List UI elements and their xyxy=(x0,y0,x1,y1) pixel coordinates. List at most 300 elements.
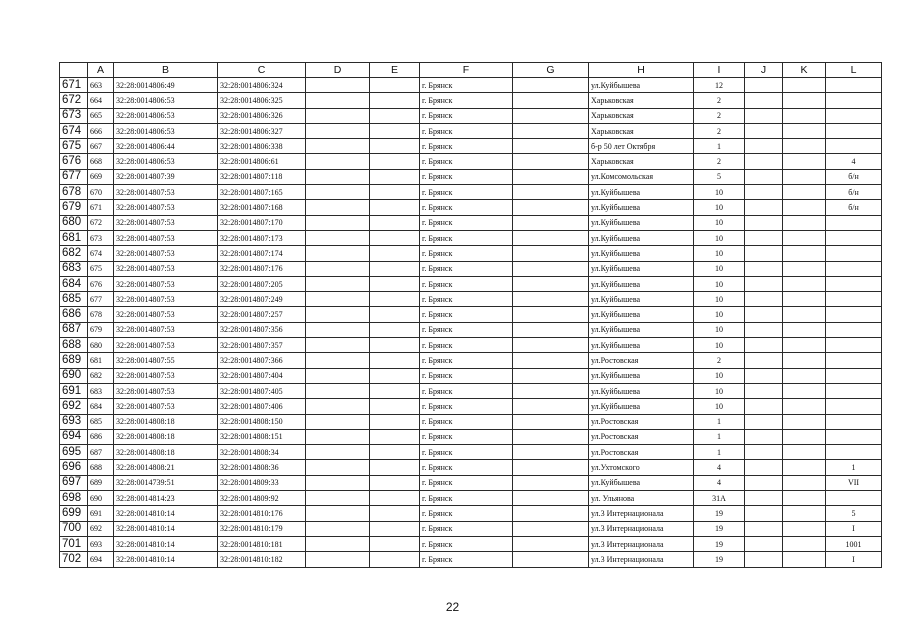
cell-k xyxy=(783,460,826,475)
cell-i: 10 xyxy=(694,292,745,307)
cell-i: 10 xyxy=(694,322,745,337)
cell-c: 32:28:0014807:356 xyxy=(218,322,306,337)
cell-g xyxy=(513,108,589,123)
cell-g xyxy=(513,460,589,475)
cell-k xyxy=(783,93,826,108)
cell-h: Харьковская xyxy=(589,154,694,169)
cell-h: ул.Куйбышева xyxy=(589,185,694,200)
cell-a: 676 xyxy=(88,276,114,291)
cell-e xyxy=(370,429,420,444)
cell-i: 10 xyxy=(694,399,745,414)
cell-g xyxy=(513,322,589,337)
cell-f: г. Брянск xyxy=(420,139,513,154)
cell-h: ул.Куйбышева xyxy=(589,368,694,383)
cell-i: 19 xyxy=(694,506,745,521)
cell-k xyxy=(783,123,826,138)
cell-e xyxy=(370,292,420,307)
cell-i: 12 xyxy=(694,78,745,93)
cell-f: г. Брянск xyxy=(420,429,513,444)
cell-k xyxy=(783,246,826,261)
cell-k xyxy=(783,521,826,536)
row-number-cell: 700 xyxy=(60,521,88,536)
row-number-cell: 682 xyxy=(60,246,88,261)
table-row xyxy=(60,368,882,383)
cell-a: 671 xyxy=(88,200,114,215)
cell-f: г. Брянск xyxy=(420,506,513,521)
cell-l xyxy=(826,93,882,108)
row-number-cell: 673 xyxy=(60,108,88,123)
cell-k xyxy=(783,108,826,123)
row-number-cell: 679 xyxy=(60,200,88,215)
cell-k xyxy=(783,414,826,429)
cell-b: 32:28:0014807:53 xyxy=(114,322,218,337)
row-number-cell: 698 xyxy=(60,491,88,506)
table-row xyxy=(60,429,882,444)
cell-a: 665 xyxy=(88,108,114,123)
cell-e xyxy=(370,93,420,108)
table-row xyxy=(60,108,882,123)
row-number-cell: 675 xyxy=(60,139,88,154)
cell-c: 32:28:0014807:165 xyxy=(218,185,306,200)
cell-g xyxy=(513,93,589,108)
cell-k xyxy=(783,185,826,200)
cell-f: г. Брянск xyxy=(420,475,513,490)
cell-k xyxy=(783,307,826,322)
column-header-c: C xyxy=(218,63,306,78)
cell-c: 32:28:0014806:61 xyxy=(218,154,306,169)
cell-c: 32:28:0014807:118 xyxy=(218,169,306,184)
cell-g xyxy=(513,383,589,398)
cell-e xyxy=(370,215,420,230)
cell-d xyxy=(306,200,370,215)
row-number-cell: 695 xyxy=(60,445,88,460)
cell-h: ул.3 Интернационала xyxy=(589,536,694,551)
cell-d xyxy=(306,215,370,230)
cell-f: г. Брянск xyxy=(420,368,513,383)
table-row xyxy=(60,506,882,521)
cell-b: 32:28:0014808:18 xyxy=(114,429,218,444)
cell-h: ул.Куйбышева xyxy=(589,475,694,490)
row-number-cell: 683 xyxy=(60,261,88,276)
cell-d xyxy=(306,506,370,521)
cell-b: 32:28:0014808:18 xyxy=(114,414,218,429)
row-number-cell: 676 xyxy=(60,154,88,169)
cell-k xyxy=(783,261,826,276)
cell-f: г. Брянск xyxy=(420,460,513,475)
cell-l: б/н xyxy=(826,169,882,184)
cell-h: ул.Куйбышева xyxy=(589,399,694,414)
column-header-j: J xyxy=(745,63,783,78)
cell-l xyxy=(826,246,882,261)
cell-a: 669 xyxy=(88,169,114,184)
row-number-cell: 696 xyxy=(60,460,88,475)
cell-g xyxy=(513,399,589,414)
corner-cell xyxy=(60,63,88,78)
table-row xyxy=(60,414,882,429)
row-number-cell: 671 xyxy=(60,78,88,93)
cell-c: 32:28:0014808:150 xyxy=(218,414,306,429)
cell-k xyxy=(783,154,826,169)
cell-h: ул.Ростовская xyxy=(589,353,694,368)
table-row xyxy=(60,521,882,536)
cell-b: 32:28:0014806:53 xyxy=(114,123,218,138)
cell-c: 32:28:0014807:173 xyxy=(218,230,306,245)
cell-f: г. Брянск xyxy=(420,353,513,368)
cell-e xyxy=(370,276,420,291)
row-number-cell: 678 xyxy=(60,185,88,200)
cell-j xyxy=(745,292,783,307)
cell-h: ул.Куйбышева xyxy=(589,246,694,261)
column-header-l: L xyxy=(826,63,882,78)
cell-h: Харьковская xyxy=(589,123,694,138)
cell-e xyxy=(370,108,420,123)
cell-j xyxy=(745,368,783,383)
cell-e xyxy=(370,200,420,215)
cell-e xyxy=(370,383,420,398)
cell-b: 32:28:0014807:53 xyxy=(114,246,218,261)
row-number-cell: 701 xyxy=(60,536,88,551)
cell-l: 1001 xyxy=(826,536,882,551)
cell-g xyxy=(513,200,589,215)
cell-d xyxy=(306,399,370,414)
cell-b: 32:28:0014810:14 xyxy=(114,536,218,551)
cell-k xyxy=(783,399,826,414)
table-row xyxy=(60,399,882,414)
cell-h: Харьковская xyxy=(589,108,694,123)
cell-c: 32:28:0014807:249 xyxy=(218,292,306,307)
cell-f: г. Брянск xyxy=(420,292,513,307)
cell-h: ул.Куйбышева xyxy=(589,322,694,337)
cell-b: 32:28:0014810:14 xyxy=(114,552,218,567)
cell-b: 32:28:0014810:14 xyxy=(114,521,218,536)
cell-d xyxy=(306,169,370,184)
cell-h: ул.Куйбышева xyxy=(589,230,694,245)
cell-a: 684 xyxy=(88,399,114,414)
cell-j xyxy=(745,536,783,551)
cell-g xyxy=(513,552,589,567)
cell-f: г. Брянск xyxy=(420,414,513,429)
cell-f: г. Брянск xyxy=(420,108,513,123)
cell-h: ул.Куйбышева xyxy=(589,261,694,276)
column-header-b: B xyxy=(114,63,218,78)
cell-a: 667 xyxy=(88,139,114,154)
cell-b: 32:28:0014808:21 xyxy=(114,460,218,475)
cell-i: 4 xyxy=(694,475,745,490)
cell-d xyxy=(306,383,370,398)
cell-f: г. Брянск xyxy=(420,338,513,353)
cell-f: г. Брянск xyxy=(420,383,513,398)
cell-j xyxy=(745,185,783,200)
cell-c: 32:28:0014810:179 xyxy=(218,521,306,536)
cell-c: 32:28:0014807:404 xyxy=(218,368,306,383)
table-row xyxy=(60,246,882,261)
column-header-a: A xyxy=(88,63,114,78)
cell-a: 688 xyxy=(88,460,114,475)
cell-h: б-р 50 лет Октября xyxy=(589,139,694,154)
cell-h: ул.Комсомольская xyxy=(589,169,694,184)
cell-a: 678 xyxy=(88,307,114,322)
cell-g xyxy=(513,307,589,322)
cell-e xyxy=(370,552,420,567)
cell-h: ул.Куйбышева xyxy=(589,78,694,93)
cell-j xyxy=(745,322,783,337)
cell-f: г. Брянск xyxy=(420,78,513,93)
cell-k xyxy=(783,322,826,337)
cell-i: 10 xyxy=(694,230,745,245)
row-number-cell: 681 xyxy=(60,230,88,245)
cell-c: 32:28:0014807:257 xyxy=(218,307,306,322)
cell-h: ул.Ухтомского xyxy=(589,460,694,475)
cell-b: 32:28:0014806:49 xyxy=(114,78,218,93)
cell-k xyxy=(783,169,826,184)
cell-h: ул.Куйбышева xyxy=(589,307,694,322)
cell-k xyxy=(783,383,826,398)
table-row xyxy=(60,93,882,108)
cell-g xyxy=(513,521,589,536)
cell-a: 685 xyxy=(88,414,114,429)
cell-j xyxy=(745,460,783,475)
cell-g xyxy=(513,276,589,291)
cell-l xyxy=(826,215,882,230)
row-number-cell: 702 xyxy=(60,552,88,567)
cell-c: 32:28:0014808:151 xyxy=(218,429,306,444)
row-number-cell: 687 xyxy=(60,322,88,337)
cell-d xyxy=(306,78,370,93)
cell-d xyxy=(306,475,370,490)
cell-f: г. Брянск xyxy=(420,307,513,322)
column-header-f: F xyxy=(420,63,513,78)
cell-h: ул. Ульянова xyxy=(589,491,694,506)
cell-g xyxy=(513,78,589,93)
cell-h: ул.Куйбышева xyxy=(589,338,694,353)
cell-i: 5 xyxy=(694,169,745,184)
cell-d xyxy=(306,368,370,383)
cell-d xyxy=(306,322,370,337)
cell-e xyxy=(370,123,420,138)
cell-g xyxy=(513,338,589,353)
cell-e xyxy=(370,307,420,322)
cell-i: 1 xyxy=(694,445,745,460)
cell-h: ул.Куйбышева xyxy=(589,276,694,291)
cell-a: 668 xyxy=(88,154,114,169)
table-row xyxy=(60,292,882,307)
cell-k xyxy=(783,368,826,383)
cell-b: 32:28:0014807:53 xyxy=(114,230,218,245)
row-number-cell: 688 xyxy=(60,338,88,353)
table-row xyxy=(60,353,882,368)
cell-b: 32:28:0014807:53 xyxy=(114,276,218,291)
cell-f: г. Брянск xyxy=(420,521,513,536)
cell-l xyxy=(826,445,882,460)
cell-b: 32:28:0014814:23 xyxy=(114,491,218,506)
cell-e xyxy=(370,536,420,551)
cell-c: 32:28:0014806:338 xyxy=(218,139,306,154)
cell-f: г. Брянск xyxy=(420,552,513,567)
cell-l xyxy=(826,338,882,353)
cell-h: ул.Куйбышева xyxy=(589,292,694,307)
cell-a: 666 xyxy=(88,123,114,138)
cell-l xyxy=(826,123,882,138)
cell-l xyxy=(826,399,882,414)
cell-l xyxy=(826,491,882,506)
cell-a: 690 xyxy=(88,491,114,506)
row-number-cell: 691 xyxy=(60,383,88,398)
cell-b: 32:28:0014807:55 xyxy=(114,353,218,368)
cell-g xyxy=(513,139,589,154)
table-row xyxy=(60,169,882,184)
cell-c: 32:28:0014807:366 xyxy=(218,353,306,368)
cell-j xyxy=(745,261,783,276)
row-number-cell: 692 xyxy=(60,399,88,414)
cell-b: 32:28:0014739:51 xyxy=(114,475,218,490)
cell-a: 670 xyxy=(88,185,114,200)
cell-a: 692 xyxy=(88,521,114,536)
cell-c: 32:28:0014807:168 xyxy=(218,200,306,215)
column-header-h: H xyxy=(589,63,694,78)
cell-k xyxy=(783,445,826,460)
cell-f: г. Брянск xyxy=(420,200,513,215)
cell-c: 32:28:0014807:406 xyxy=(218,399,306,414)
cell-a: 682 xyxy=(88,368,114,383)
cell-c: 32:28:0014809:92 xyxy=(218,491,306,506)
cell-g xyxy=(513,215,589,230)
cell-b: 32:28:0014806:53 xyxy=(114,93,218,108)
cell-g xyxy=(513,536,589,551)
cell-f: г. Брянск xyxy=(420,491,513,506)
cell-a: 673 xyxy=(88,230,114,245)
cell-e xyxy=(370,246,420,261)
cell-b: 32:28:0014807:39 xyxy=(114,169,218,184)
column-header-k: K xyxy=(783,63,826,78)
cell-f: г. Брянск xyxy=(420,93,513,108)
cell-l: I xyxy=(826,552,882,567)
cell-a: 689 xyxy=(88,475,114,490)
cell-h: ул.Ростовская xyxy=(589,445,694,460)
cell-i: 10 xyxy=(694,368,745,383)
cell-i: 2 xyxy=(694,154,745,169)
cell-i: 10 xyxy=(694,185,745,200)
cell-j xyxy=(745,200,783,215)
cell-f: г. Брянск xyxy=(420,154,513,169)
cell-e xyxy=(370,230,420,245)
table-row xyxy=(60,536,882,551)
cell-h: Харьковская xyxy=(589,93,694,108)
cell-c: 32:28:0014807:405 xyxy=(218,383,306,398)
row-number-cell: 689 xyxy=(60,353,88,368)
cell-c: 32:28:0014807:174 xyxy=(218,246,306,261)
cell-l xyxy=(826,322,882,337)
table-row xyxy=(60,276,882,291)
cell-l xyxy=(826,414,882,429)
cell-i: 2 xyxy=(694,123,745,138)
cell-c: 32:28:0014807:357 xyxy=(218,338,306,353)
cell-k xyxy=(783,552,826,567)
cell-g xyxy=(513,123,589,138)
cell-d xyxy=(306,445,370,460)
table-row xyxy=(60,261,882,276)
cell-d xyxy=(306,261,370,276)
cell-j xyxy=(745,353,783,368)
table-row xyxy=(60,139,882,154)
cell-i: 19 xyxy=(694,521,745,536)
cell-j xyxy=(745,246,783,261)
cell-l: б/н xyxy=(826,200,882,215)
cell-h: ул.Куйбышева xyxy=(589,215,694,230)
cell-j xyxy=(745,506,783,521)
cell-a: 681 xyxy=(88,353,114,368)
cell-f: г. Брянск xyxy=(420,276,513,291)
cell-f: г. Брянск xyxy=(420,445,513,460)
cell-e xyxy=(370,169,420,184)
cell-c: 32:28:0014807:170 xyxy=(218,215,306,230)
column-header-e: E xyxy=(370,63,420,78)
cell-a: 694 xyxy=(88,552,114,567)
cell-f: г. Брянск xyxy=(420,185,513,200)
cell-b: 32:28:0014806:53 xyxy=(114,154,218,169)
cell-a: 683 xyxy=(88,383,114,398)
cell-e xyxy=(370,414,420,429)
cell-c: 32:28:0014806:324 xyxy=(218,78,306,93)
cell-e xyxy=(370,506,420,521)
row-number-cell: 672 xyxy=(60,93,88,108)
cell-g xyxy=(513,414,589,429)
cell-l xyxy=(826,429,882,444)
cell-l: б/н xyxy=(826,185,882,200)
cell-f: г. Брянск xyxy=(420,261,513,276)
cell-i: 1 xyxy=(694,429,745,444)
cell-g xyxy=(513,230,589,245)
row-number-cell: 680 xyxy=(60,215,88,230)
row-number-cell: 693 xyxy=(60,414,88,429)
cell-h: ул.3 Интернационала xyxy=(589,506,694,521)
cell-j xyxy=(745,169,783,184)
cell-i: 10 xyxy=(694,338,745,353)
table-row xyxy=(60,123,882,138)
cell-j xyxy=(745,123,783,138)
cell-a: 693 xyxy=(88,536,114,551)
cell-g xyxy=(513,261,589,276)
cell-e xyxy=(370,78,420,93)
cell-d xyxy=(306,185,370,200)
cell-i: 31А xyxy=(694,491,745,506)
cell-i: 10 xyxy=(694,246,745,261)
cell-j xyxy=(745,276,783,291)
cell-b: 32:28:0014807:53 xyxy=(114,215,218,230)
cell-d xyxy=(306,123,370,138)
cell-a: 691 xyxy=(88,506,114,521)
cell-a: 664 xyxy=(88,93,114,108)
cell-l xyxy=(826,78,882,93)
cell-l: 1 xyxy=(826,460,882,475)
cell-d xyxy=(306,154,370,169)
cell-l xyxy=(826,139,882,154)
cell-i: 2 xyxy=(694,353,745,368)
row-number-cell: 674 xyxy=(60,123,88,138)
cell-a: 672 xyxy=(88,215,114,230)
cell-i: 1 xyxy=(694,139,745,154)
table-row xyxy=(60,460,882,475)
table-row xyxy=(60,475,882,490)
cell-j xyxy=(745,414,783,429)
cell-d xyxy=(306,353,370,368)
cell-l xyxy=(826,307,882,322)
spreadsheet-table xyxy=(59,62,882,568)
cell-k xyxy=(783,230,826,245)
column-header-g: G xyxy=(513,63,589,78)
page-number: 22 xyxy=(445,600,460,614)
cell-i: 10 xyxy=(694,215,745,230)
cell-f: г. Брянск xyxy=(420,169,513,184)
